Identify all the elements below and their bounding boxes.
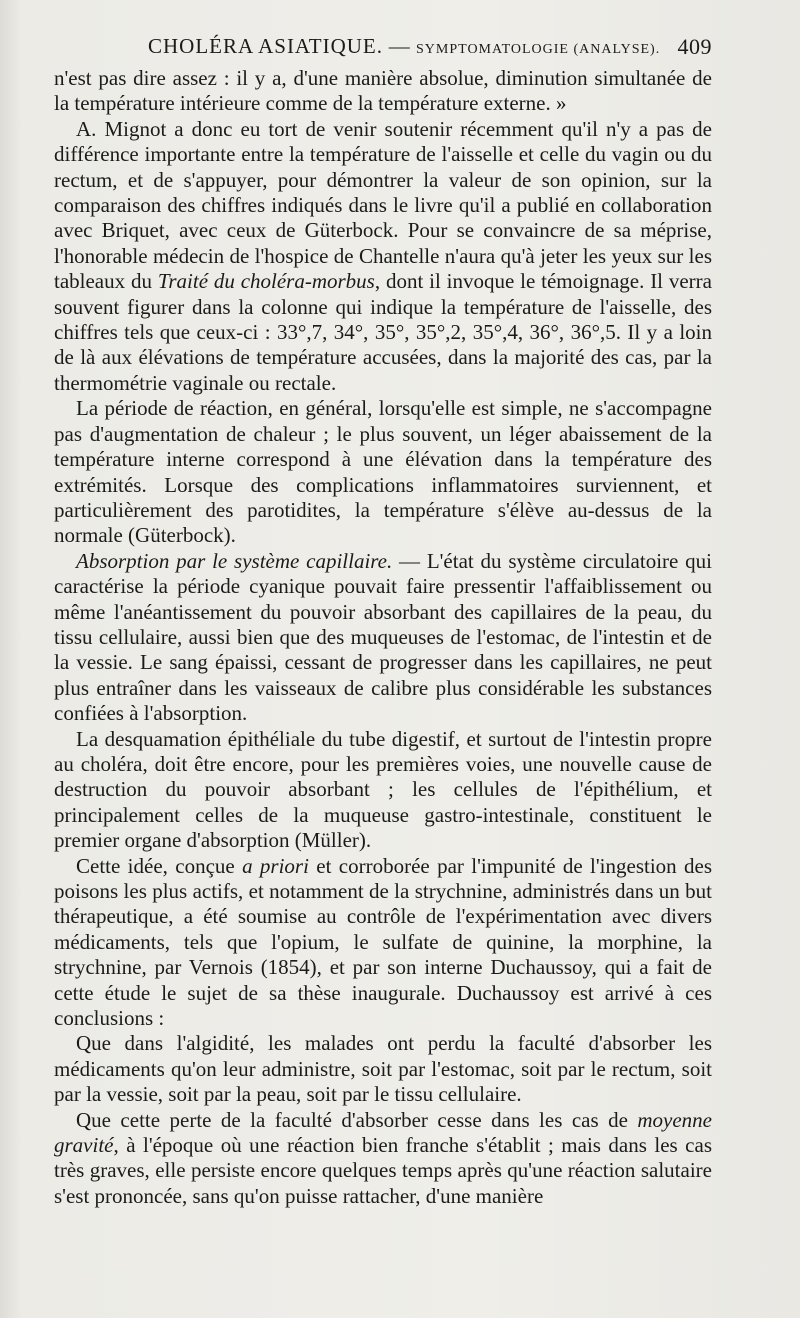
page-number: 409	[677, 34, 712, 59]
header-section: SYMPTOMATOLOGIE (ANALYSE).	[416, 42, 661, 57]
paragraph-text: A. Mignot a donc eu tort de venir soutenir récemment qu'il n'y a pas de différence importante entre la température de l'aisselle et celle du vagin ou du rectum, et de s'appuyer, pour démontrer la valeur de son opinion, sur la comparaison des chiffres indiqués dans le livre qu'il a publié en collaboration avec Briquet, avec ceux de Güterbock. Pour se convaincre de sa méprise, l'honorable médecin de l'hospice de Chantelle n'aura qu'à jeter les yeux sur les tableaux du	[54, 116, 712, 294]
section-heading-italic: Absorption par le système capillaire.	[76, 548, 393, 573]
paragraph	[54, 727, 712, 854]
paragraph-text: La desquamation épithéliale du tube digestif, et surtout de l'intestin propre au choléra, doit être encore, pour les premières voies, une nouvelle cause de destruction du pouvoir absorbant ; les cellules de l'épithélium, et principalement celles de la muqueuse gastro-intestinale, constituent le premier organe d'absorption (Müller).	[54, 726, 712, 853]
paragraph	[54, 117, 712, 396]
paragraph-text: , dont il invoque le témoignage. Il verra souvent figurer dans la colonne qui indique la température de l'aisselle, des chiffres tels que ceux-ci : 33°,7, 34°, 35°, 35°,2, 35°,4, 36°, 36°,5. Il y a loin de là aux élévations de température accusées, dans la majorité des cas, par la thermométrie vaginale ou rectale.	[54, 269, 712, 395]
paragraph-text: Que dans l'algidité, les malades ont perdu la faculté d'absorber les médicaments qu'on leur administre, soit par l'estomac, soit par le rectum, soit par la vessie, soit par la peau, soit par le tissu cellulaire.	[54, 1031, 712, 1107]
paragraph-text: La période de réaction, en général, lorsqu'elle est simple, ne s'accompagne pas d'augmentation de chaleur ; le plus souvent, un léger abaissement de la température interne correspond à une élévation dans la température des extrémités. Lorsque des complications inflammatoires surviennent, et particulièrement des parotidites, la température s'élève au-dessus de la normale (Güterbock).	[54, 396, 712, 548]
italic-phrase: moyenne gravité	[54, 1107, 712, 1158]
header-dash: —	[388, 34, 411, 58]
body-text	[54, 66, 712, 1209]
paragraph	[54, 854, 712, 1032]
running-header	[52, 34, 712, 62]
paragraph-text: Cette idée, conçue	[76, 853, 243, 878]
paragraph-text: — L'état du système circulatoire qui caractérise la période cyanique pouvait faire pressentir l'affaiblissement ou même l'anéantissement du pouvoir absorbant des capillaires de la peau, du tissu cellulaire, aussi bien que des muqueuses de l'estomac, de l'intestin et de la vessie. Le sang épaissi, cessant de progresser dans les capillaires, ne peut plus entraîner dans les vaisseaux de calibre plus considérable les substances confiées à l'absorption.	[54, 548, 712, 726]
italic-phrase: a priori	[242, 853, 309, 878]
running-title	[148, 34, 660, 59]
paragraph-text: n'est pas dire assez : il y a, d'une manière absolue, diminution simultanée de la température intérieure comme de la température externe. »	[54, 66, 712, 116]
paragraph-text: Que cette perte de la faculté d'absorber cesse dans les cas de	[76, 1107, 638, 1132]
header-title: CHOLÉRA ASIATIQUE.	[148, 34, 384, 58]
paragraph-text: et corroborée par l'impunité de l'ingestion des poisons les plus actifs, et notamment de la strychnine, administrés dans un but thérapeutique, a été soumise au contrôle de l'expérimentation avec divers médicaments, tels que l'opium, le sulfate de quinine, la morphine, la strychnine, par Vernois (1854), et par son interne Duchaussoy, qui a fait de cette étude le sujet de sa thèse inaugurale. Duchaussoy est arrivé à ces conclusions :	[54, 853, 713, 1031]
paragraph	[54, 1108, 712, 1210]
book-title-italic: Traité du choléra-morbus	[157, 269, 375, 294]
paragraph	[54, 1031, 712, 1107]
paragraph	[54, 549, 712, 727]
paragraph	[54, 396, 712, 548]
paragraph	[54, 66, 712, 117]
paragraph-text: , à l'époque où une réaction bien franche s'établit ; mais dans les cas très graves, elle persiste encore quelques temps après qu'une réaction salutaire s'est prononcée, sans qu'on puisse rattacher, d'une manière	[54, 1133, 712, 1208]
